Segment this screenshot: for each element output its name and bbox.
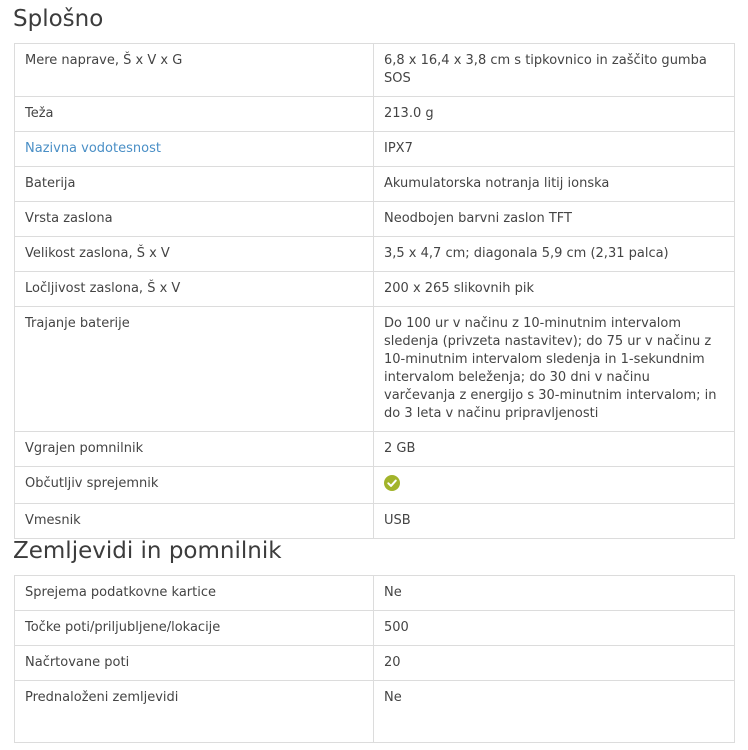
table-row bbox=[15, 611, 735, 646]
table-row bbox=[15, 646, 735, 681]
section-title-maps: Zemljevidi in pomnilnik bbox=[13, 538, 282, 564]
spec-label: Točke poti/priljubljene/lokacije bbox=[15, 611, 374, 646]
table-row bbox=[15, 132, 735, 167]
spec-value: 200 x 265 slikovnih pik bbox=[374, 272, 735, 307]
spec-value: Ne bbox=[374, 681, 735, 743]
table-row bbox=[15, 307, 735, 432]
section-title-general: Splošno bbox=[13, 6, 104, 32]
table-row bbox=[15, 167, 735, 202]
spec-table-general bbox=[14, 43, 735, 539]
spec-label: Ločljivost zaslona, Š x V bbox=[15, 272, 374, 307]
spec-label: Občutljiv sprejemnik bbox=[15, 467, 374, 504]
spec-value: Akumulatorska notranja litij ionska bbox=[374, 167, 735, 202]
table-row bbox=[15, 504, 735, 539]
table-row bbox=[15, 237, 735, 272]
table-row bbox=[15, 467, 735, 504]
spec-value: 20 bbox=[374, 646, 735, 681]
check-circle-icon bbox=[384, 475, 400, 491]
spec-label: Baterija bbox=[15, 167, 374, 202]
spec-label: Mere naprave, Š x V x G bbox=[15, 44, 374, 97]
spec-table-maps bbox=[14, 575, 735, 743]
spec-value: 213.0 g bbox=[374, 97, 735, 132]
spec-label: Velikost zaslona, Š x V bbox=[15, 237, 374, 272]
spec-label: Vmesnik bbox=[15, 504, 374, 539]
spec-value: Ne bbox=[374, 576, 735, 611]
spec-label-cell bbox=[15, 132, 374, 167]
table-row bbox=[15, 681, 735, 743]
spec-value: 2 GB bbox=[374, 432, 735, 467]
spec-label: Vgrajen pomnilnik bbox=[15, 432, 374, 467]
spec-label: Načrtovane poti bbox=[15, 646, 374, 681]
table-row bbox=[15, 272, 735, 307]
spec-label: Sprejema podatkovne kartice bbox=[15, 576, 374, 611]
spec-label: Trajanje baterije bbox=[15, 307, 374, 432]
spec-label: Vrsta zaslona bbox=[15, 202, 374, 237]
spec-value-cell bbox=[374, 467, 735, 504]
table-row bbox=[15, 576, 735, 611]
spec-value: Do 100 ur v načinu z 10-minutnim intervalom sledenja (privzeta nastavitev); do 75 ur v načinu z 10-minutnim intervalom sledenja in 1-sekundnim intervalom beleženja; do 30 dni v načinu varčevanja z energijo s 30-minutnim intervalom; in do 3 leta v načinu pripravljenosti bbox=[374, 307, 735, 432]
waterproof-rating-link[interactable]: Nazivna vodotesnost bbox=[25, 141, 161, 156]
spec-value: USB bbox=[374, 504, 735, 539]
spec-value: 6,8 x 16,4 x 3,8 cm s tipkovnico in zaščito gumba SOS bbox=[374, 44, 735, 97]
table-row bbox=[15, 202, 735, 237]
spec-value: IPX7 bbox=[374, 132, 735, 167]
spec-value: 500 bbox=[374, 611, 735, 646]
spec-value: Neodbojen barvni zaslon TFT bbox=[374, 202, 735, 237]
spec-label: Prednaloženi zemljevidi bbox=[15, 681, 374, 743]
table-row bbox=[15, 432, 735, 467]
table-row bbox=[15, 97, 735, 132]
spec-label: Teža bbox=[15, 97, 374, 132]
table-row bbox=[15, 44, 735, 97]
spec-value: 3,5 x 4,7 cm; diagonala 5,9 cm (2,31 palca) bbox=[374, 237, 735, 272]
